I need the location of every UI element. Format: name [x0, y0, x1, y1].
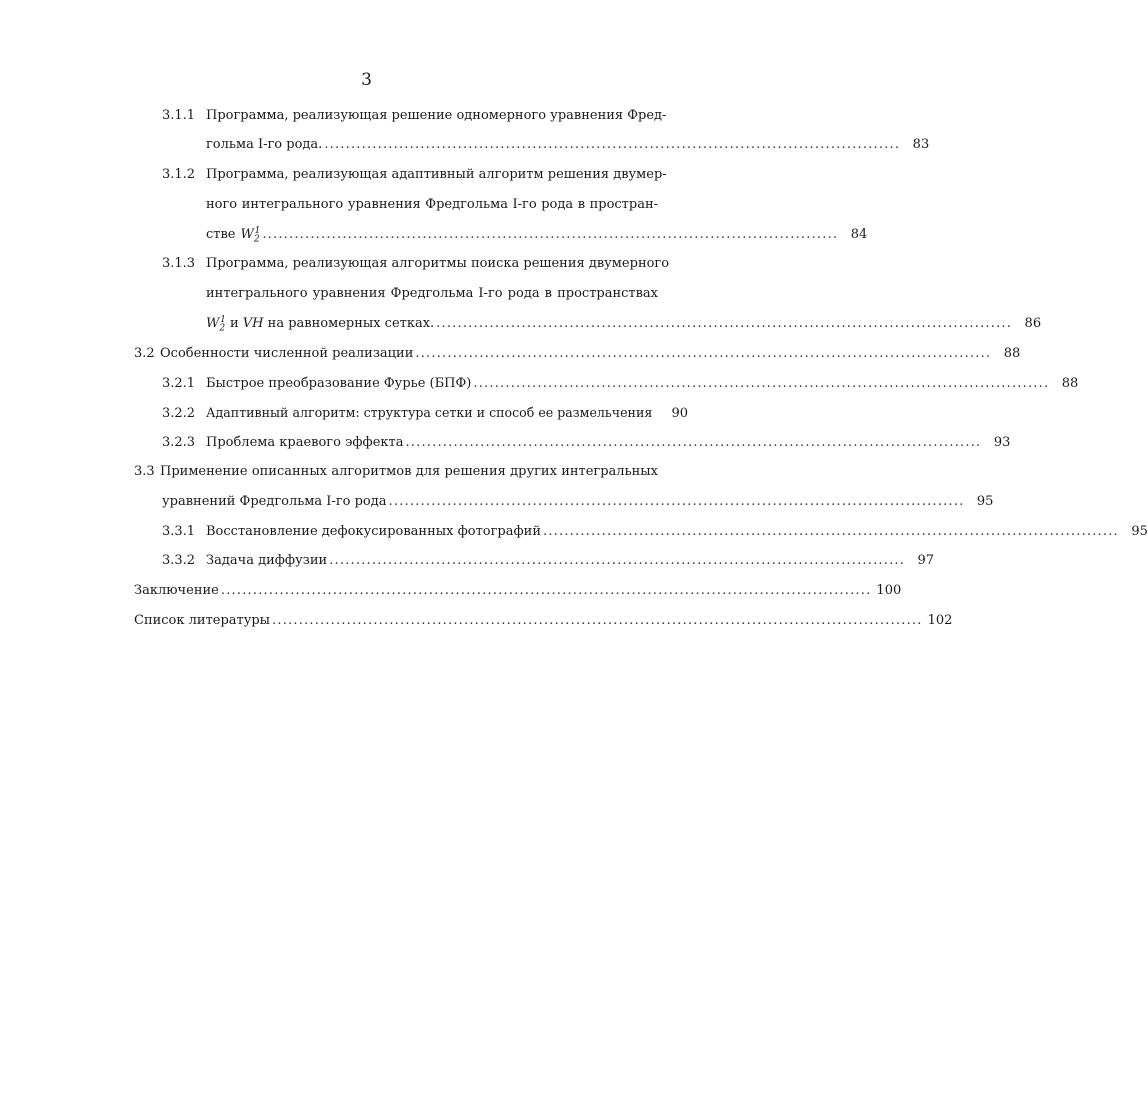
toc-entry-page: 95	[1131, 524, 1148, 539]
toc-entry-title: стве	[206, 227, 236, 242]
toc-entry-page: 86	[1024, 316, 1042, 331]
toc-entry-number: 3.3	[134, 464, 155, 479]
toc-entry-3-1-2-line-3[interactable]	[206, 225, 868, 245]
toc-entry-3-1-1-line-2[interactable]	[206, 135, 930, 155]
math-w21: $W_2^1$	[240, 225, 261, 245]
toc-entry-number: 3.2.3	[162, 435, 196, 450]
toc-entry-number: 3.1.2	[162, 167, 196, 182]
toc-entry-page: 84	[850, 227, 868, 242]
toc-entry-3-2[interactable]	[134, 344, 1021, 364]
toc-entry-title: Применение описанных алгоритмов для решения других интегральных	[160, 464, 658, 479]
toc-entry-3-3-2[interactable]	[162, 551, 935, 571]
toc-entry-page: 97	[917, 553, 935, 568]
dot-leader: ............................................................................................................	[388, 494, 965, 509]
toc-entry-title: уравнений Фредгольма I-го рода	[162, 494, 387, 509]
toc-entry-title: Программа, реализующая алгоритмы поиска решения двумерного	[206, 256, 670, 271]
toc-entry-references[interactable]	[134, 611, 953, 631]
toc-entry-title: ного интегрального уравнения Фредгольма I-го рода в простран-	[206, 197, 658, 212]
toc-entry-3-3-line-2[interactable]	[162, 492, 994, 512]
toc-entry-title: и	[225, 316, 243, 331]
toc-entry-3-2-3[interactable]	[162, 433, 1011, 453]
toc-entry-3-2-2[interactable]	[162, 403, 688, 423]
toc-entry-title: гольма I-го рода.	[206, 137, 323, 152]
dot-leader: ............................................................................................................	[415, 346, 992, 361]
dot-leader: ..........................................................................................................................	[272, 613, 923, 628]
dot-leader: ............................................................................................................	[543, 524, 1119, 539]
toc-entry-number: 3.2.2	[162, 406, 196, 421]
toc-entry-3-1-3-line-1	[162, 254, 670, 274]
toc-entry-page: 102	[927, 613, 953, 628]
dot-leader: ............................................................................................................	[329, 553, 906, 568]
toc-entry-page: 90	[671, 406, 688, 421]
toc-entry-3-3-line-1	[134, 462, 658, 482]
toc-entry-number: 3.2	[134, 346, 155, 361]
math-vh: VH	[242, 316, 264, 331]
toc-entry-page: 88	[1003, 346, 1021, 361]
math-w21: $W_2^1$	[206, 314, 226, 334]
dot-leader: ............................................................................................................	[473, 376, 1050, 391]
toc-entry-conclusion[interactable]	[134, 581, 902, 601]
toc-entry-number: 3.3.1	[162, 524, 196, 539]
dot-leader: ............................................................................................................	[436, 316, 1013, 331]
toc-entry-title: на равномерных сетках.	[263, 316, 435, 331]
toc-entry-title: Программа, реализующая адаптивный алгоритм решения двумер-	[206, 167, 667, 182]
dot-leader: ............................................................................................................	[405, 435, 982, 450]
toc-entry-title: Проблема краевого эффекта	[206, 435, 404, 450]
toc-entry-number: 3.1.1	[162, 108, 196, 123]
toc-entry-title: Особенности численной реализации	[160, 346, 414, 361]
toc-entry-page: 93	[993, 435, 1011, 450]
toc-entry-page: 88	[1061, 376, 1079, 391]
toc-entry-title: Заключение	[134, 583, 219, 598]
toc-entry-page: 100	[876, 583, 902, 598]
dot-leader: ..........................................................................................................................	[220, 583, 872, 598]
toc-entry-title: Программа, реализующая решение одномерного уравнения Фред-	[206, 108, 667, 123]
toc-entry-title: интегрального уравнения Фредгольма I-го рода в пространствах	[206, 286, 658, 301]
toc-entry-title: Восстановление дефокусированных фотографий	[206, 524, 541, 539]
toc-entry-title: Задача диффузии	[206, 553, 328, 568]
toc-entry-3-1-2-line-2	[206, 195, 658, 215]
toc-entry-3-1-3-line-3[interactable]	[206, 314, 1042, 334]
toc-entry-number: 3.2.1	[162, 376, 196, 391]
toc-entry-page: 83	[912, 137, 930, 152]
toc-entry-number: 3.3.2	[162, 553, 196, 568]
toc-entry-title: Адаптивный алгоритм: структура сетки и способ ее размельчения	[206, 405, 653, 420]
dot-leader: ............................................................................................................	[324, 137, 901, 152]
toc-entry-number: 3.1.3	[162, 256, 196, 271]
toc-entry-3-2-1[interactable]	[162, 374, 1079, 394]
toc-entry-3-3-1[interactable]	[162, 522, 1148, 542]
toc-entry-3-1-1-line-1	[162, 106, 667, 126]
dot-leader: ............................................................................................................	[262, 227, 839, 242]
toc-entry-title: Быстрое преобразование Фурье (БПФ)	[206, 376, 472, 391]
page-number: 3	[361, 70, 372, 90]
toc-entry-title: Список литературы	[134, 613, 271, 628]
toc-entry-page: 95	[976, 494, 994, 509]
toc-entry-3-1-2-line-1	[162, 165, 667, 185]
toc-entry-3-1-3-line-2	[206, 284, 658, 304]
